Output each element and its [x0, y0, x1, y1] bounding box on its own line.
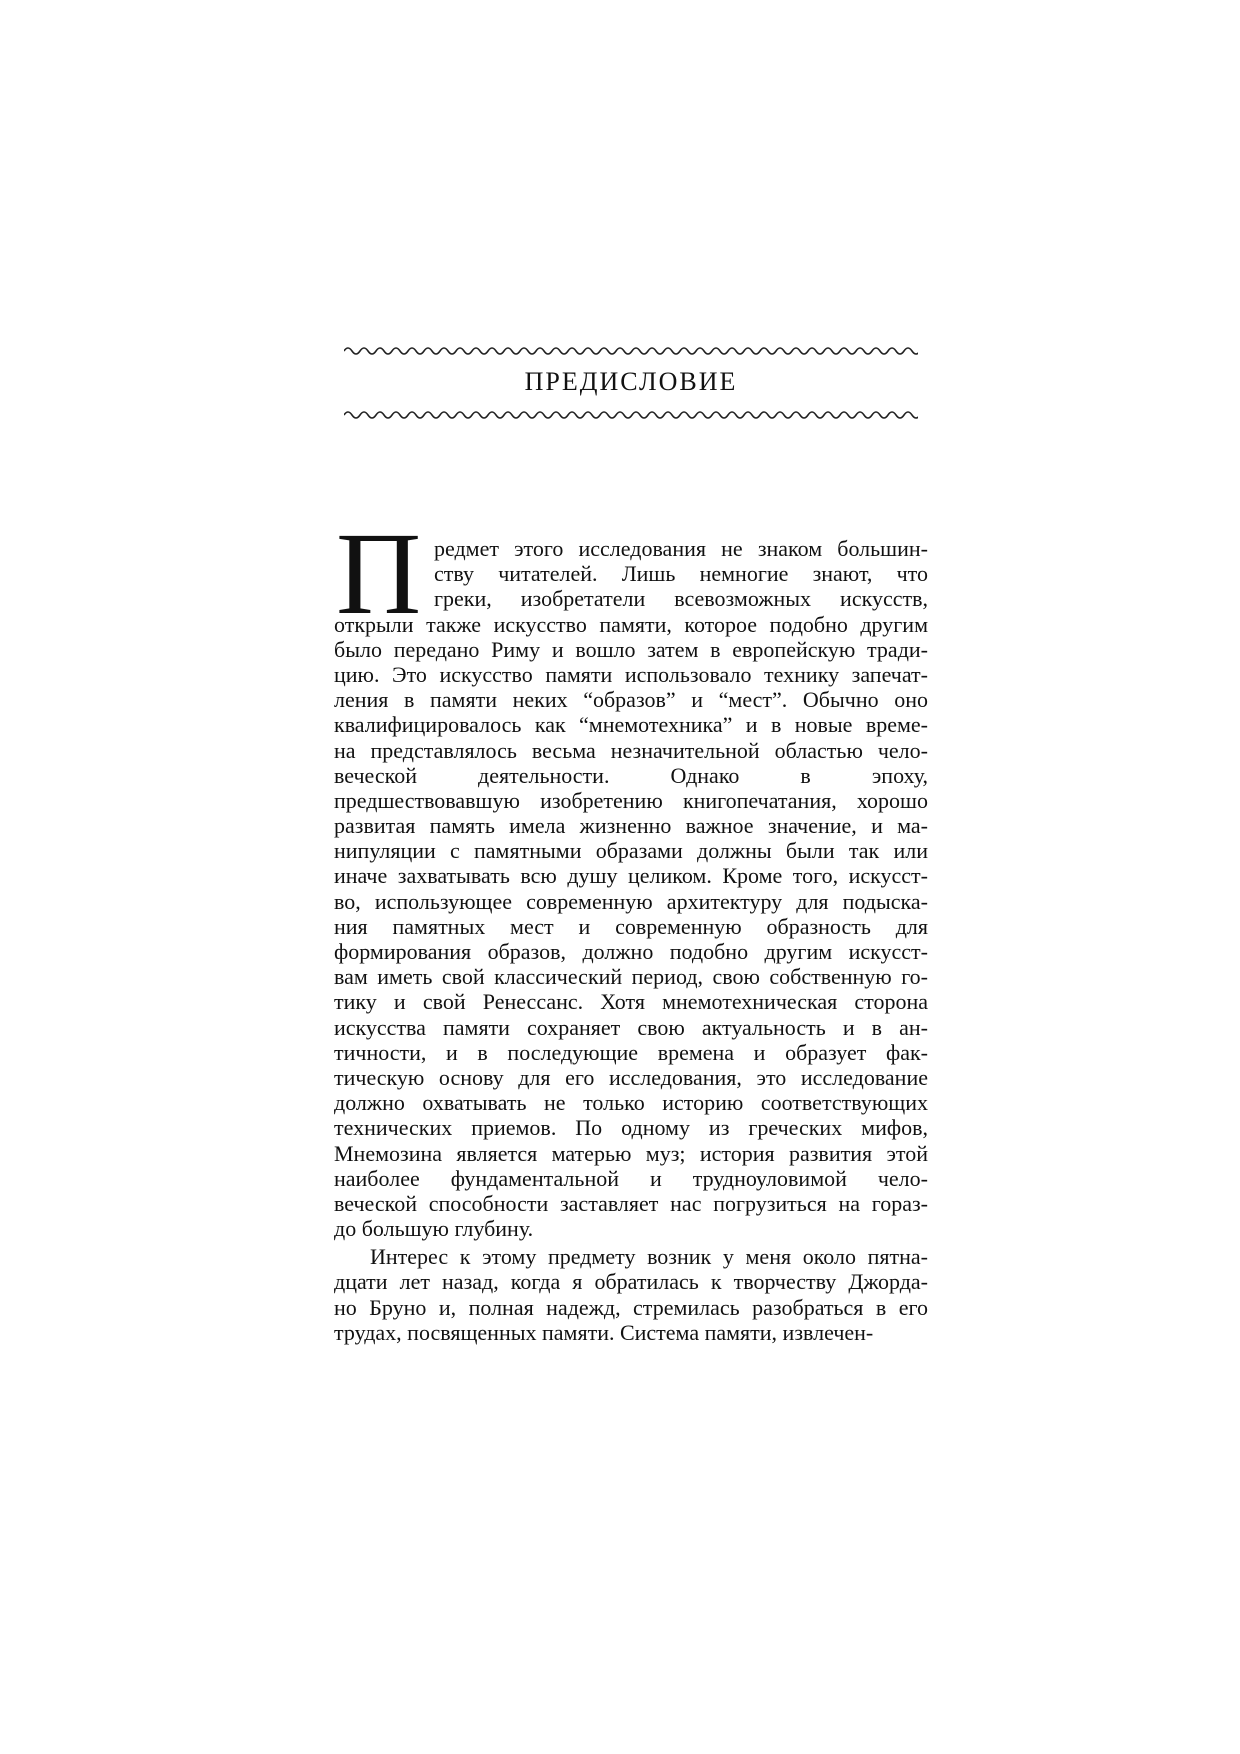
text-line: искусства памяти сохраняет свою актуальность и в ан-	[334, 1014, 928, 1040]
paragraph	[334, 1244, 928, 1345]
text-line: формирования образов, должно подобно другим искусст-	[334, 939, 928, 964]
text-line: ния памятных мест и современную образность для	[334, 913, 928, 939]
text-line: было передано Риму и вошло затем в европейскую тради-	[334, 636, 928, 662]
wave-rule-icon	[344, 344, 918, 358]
wave-rule-bottom-graphic	[344, 408, 918, 422]
text-line: веческой способности заставляет нас погрузиться на гораз-	[334, 1190, 928, 1216]
chapter-heading: ПРЕДИСЛОВИЕ	[524, 367, 738, 396]
text-line: греки, изобретатели всевозможных искусств,	[434, 586, 928, 612]
text-line: нипуляции с памятными образами должны были так или	[334, 838, 928, 864]
text-line: Мнемозина является матерью муз; история развития этой	[334, 1140, 928, 1166]
text-line: цию. Это искусство памяти использовало технику запечат-	[334, 661, 928, 687]
text-line: трудах, посвященных памяти. Система памяти, извлечен-	[334, 1319, 874, 1345]
drop-cap-letter: П	[336, 508, 422, 639]
text-line: дцати лет назад, когда я обратилась к творчеству Джорда-	[334, 1269, 928, 1295]
text-line: тичности, и в последующие времена и образует фак-	[334, 1039, 928, 1065]
text-line: должно охватывать не только историю соответствующих	[334, 1090, 928, 1116]
text-line: вам иметь свой классический период, свою собственную го-	[334, 964, 928, 990]
text-line: квалифицировалось как “мнемотехника” и в новые време-	[334, 712, 928, 738]
text-line: развитая память имела жизненно важное значение, и ма-	[334, 813, 928, 839]
text-line: на представлялось весьма незначительной областью чело-	[334, 737, 928, 763]
text-line: тическую основу для его исследования, это исследование	[334, 1064, 928, 1090]
text-line: ству читателей. Лишь немногие знают, что	[434, 561, 928, 587]
wave-rule-top-graphic	[344, 344, 918, 358]
text-line: ления в памяти неких “образов” и “мест”. Обычно оно	[334, 687, 928, 713]
text-line: иначе захватывать всю душу целиком. Кроме того, искусст-	[334, 863, 928, 889]
text-line: но Бруно и, полная надежд, стремилась разобраться в его	[334, 1294, 928, 1320]
text-line: до большую глубину.	[334, 1216, 534, 1242]
text-line: технических приемов. По одному из греческих мифов,	[334, 1115, 928, 1141]
paragraph	[334, 536, 928, 1241]
text-line: тику и свой Ренессанс. Хотя мнемотехническая сторона	[334, 989, 928, 1015]
text-line: наиболее фундаментальной и трудноуловимой чело-	[334, 1165, 928, 1191]
text-line: во, использующее современную архитектуру для подыска-	[334, 888, 928, 914]
text-line: редмет этого исследования не знаком большин-	[434, 536, 928, 561]
text-line: открыли также искусство памяти, которое подобно другим	[334, 611, 928, 637]
text-line: предшествовавшую изобретению книгопечатания, хорошо	[334, 787, 928, 813]
text-line: веческой деятельности. Однако в эпоху,	[334, 762, 928, 788]
wave-rule-icon	[344, 408, 918, 422]
body-text	[334, 536, 928, 1345]
text-line: Интерес к этому предмету возник у меня около пятна-	[370, 1244, 928, 1270]
